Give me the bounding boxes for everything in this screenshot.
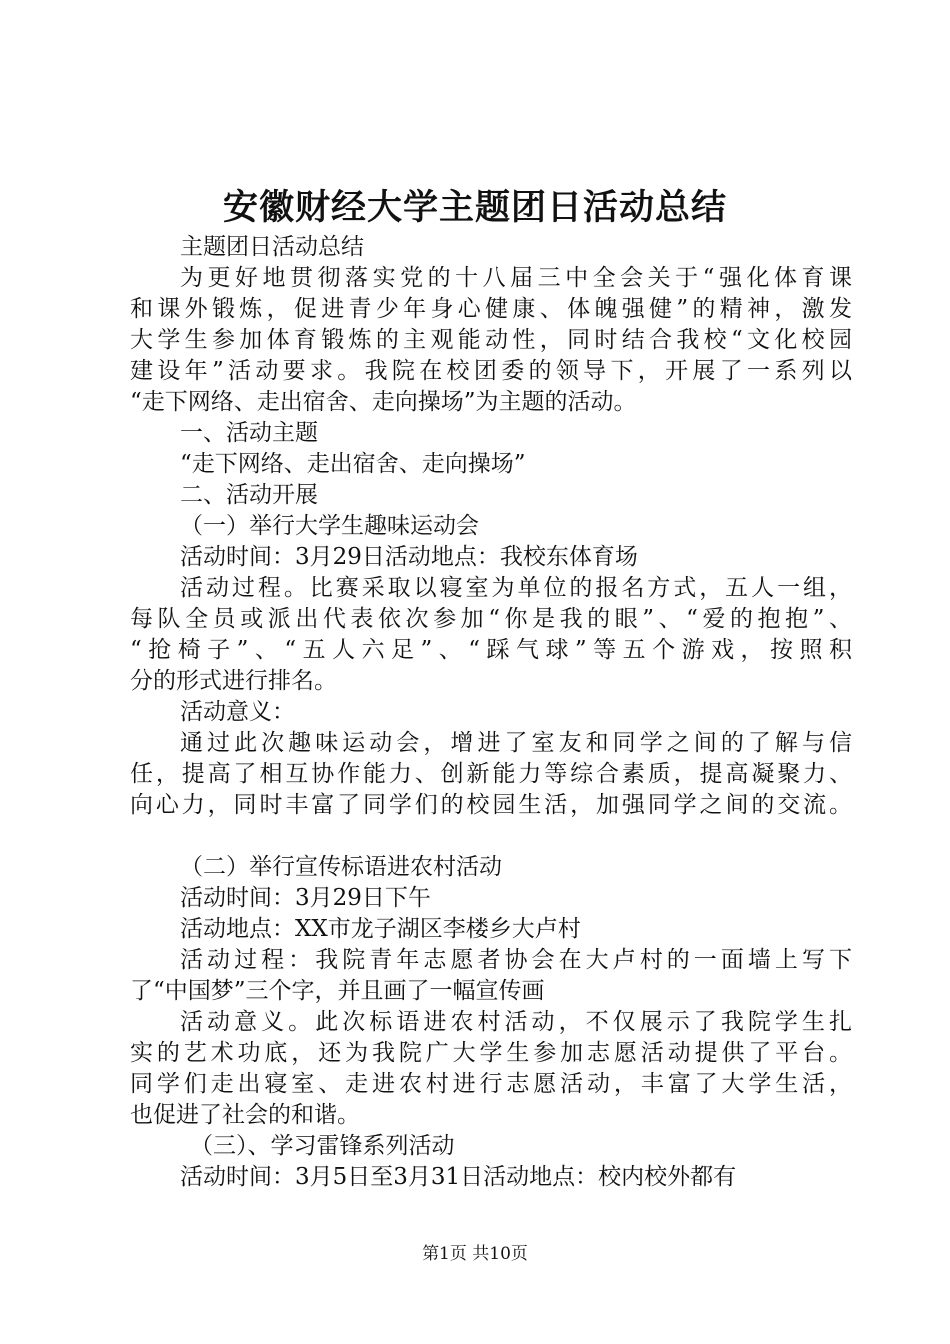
blank-line — [130, 821, 852, 852]
subsection-heading: （一）举行大学生趣味运动会 — [180, 513, 479, 539]
paragraph-line: 通过此次趣味运动会，增进了室友和同学之间的了解与信 — [180, 730, 852, 756]
subsection-heading: （三）、学习雷锋系列活动 — [190, 1133, 455, 1159]
paragraph-line: 了“中国梦”三个字，并且画了一幅宣传画 — [130, 978, 545, 1004]
section-heading: 一、活动主题 — [180, 420, 318, 446]
paragraph-line: “走下网络、走出宿舍、走向操场” — [180, 451, 526, 477]
paragraph-line: 活动意义： — [180, 699, 295, 725]
paragraph-line: 为更好地贯彻落实党的十八届三中全会关于“强化体育课 — [180, 265, 852, 291]
paragraph-line: 也促进了社会的和谐。 — [130, 1102, 360, 1128]
document-body — [130, 232, 852, 1193]
subsection-heading: （二）举行宣传标语进农村活动 — [180, 854, 502, 880]
document-title: 安徽财经大学主题团日活动总结 — [222, 187, 727, 228]
paragraph-line: 活动过程。比赛采取以寝室为单位的报名方式，五人一组， — [180, 575, 852, 601]
paragraph-line: 大学生参加体育锻炼的主观能动性，同时结合我校“文化校园 — [130, 327, 852, 353]
paragraph-line: 向心力，同时丰富了同学们的校园生活，加强同学之间的交流。 — [130, 792, 852, 818]
page-number-footer: 第1页 共10页 — [422, 1244, 528, 1264]
paragraph-line: 建设年”活动要求。我院在校团委的领导下，开展了一系列以 — [130, 358, 852, 384]
paragraph-line: 活动意义。此次标语进农村活动，不仅展示了我院学生扎 — [180, 1009, 852, 1035]
paragraph-line: “走下网络、走出宿舍、走向操场”为主题的活动。 — [130, 389, 637, 415]
paragraph-line: 实的艺术功底，还为我院广大学生参加志愿活动提供了平台。 — [130, 1040, 852, 1066]
paragraph-line: 活动时间：3月29日活动地点：我校东体育场 — [180, 544, 638, 570]
subtitle-line: 主题团日活动总结 — [180, 234, 364, 260]
paragraph-line: 活动时间：3月29日下午 — [180, 885, 431, 911]
paragraph-line: 活动时间：3月5日至3月31日活动地点：校内校外都有 — [180, 1164, 737, 1190]
paragraph-line: 和课外锻炼，促进青少年身心健康、体魄强健”的精神，激发 — [130, 296, 852, 322]
paragraph-line: 任，提高了相互协作能力、创新能力等综合素质，提高凝聚力、 — [130, 761, 852, 787]
paragraph-line: “抢椅子”、“五人六足”、“踩气球”等五个游戏，按照积 — [130, 637, 852, 663]
paragraph-line: 活动过程：我院青年志愿者协会在大卢村的一面墙上写下 — [180, 947, 852, 973]
section-heading: 二、活动开展 — [180, 482, 318, 508]
paragraph-line: 活动地点：XX市龙子湖区李楼乡大卢村 — [180, 916, 581, 942]
paragraph-line: 每队全员或派出代表依次参加“你是我的眼”、“爱的抱抱”、 — [130, 606, 852, 632]
paragraph-line: 分的形式进行排名。 — [130, 668, 337, 694]
paragraph-line: 同学们走出寝室、走进农村进行志愿活动，丰富了大学生活， — [130, 1071, 852, 1097]
